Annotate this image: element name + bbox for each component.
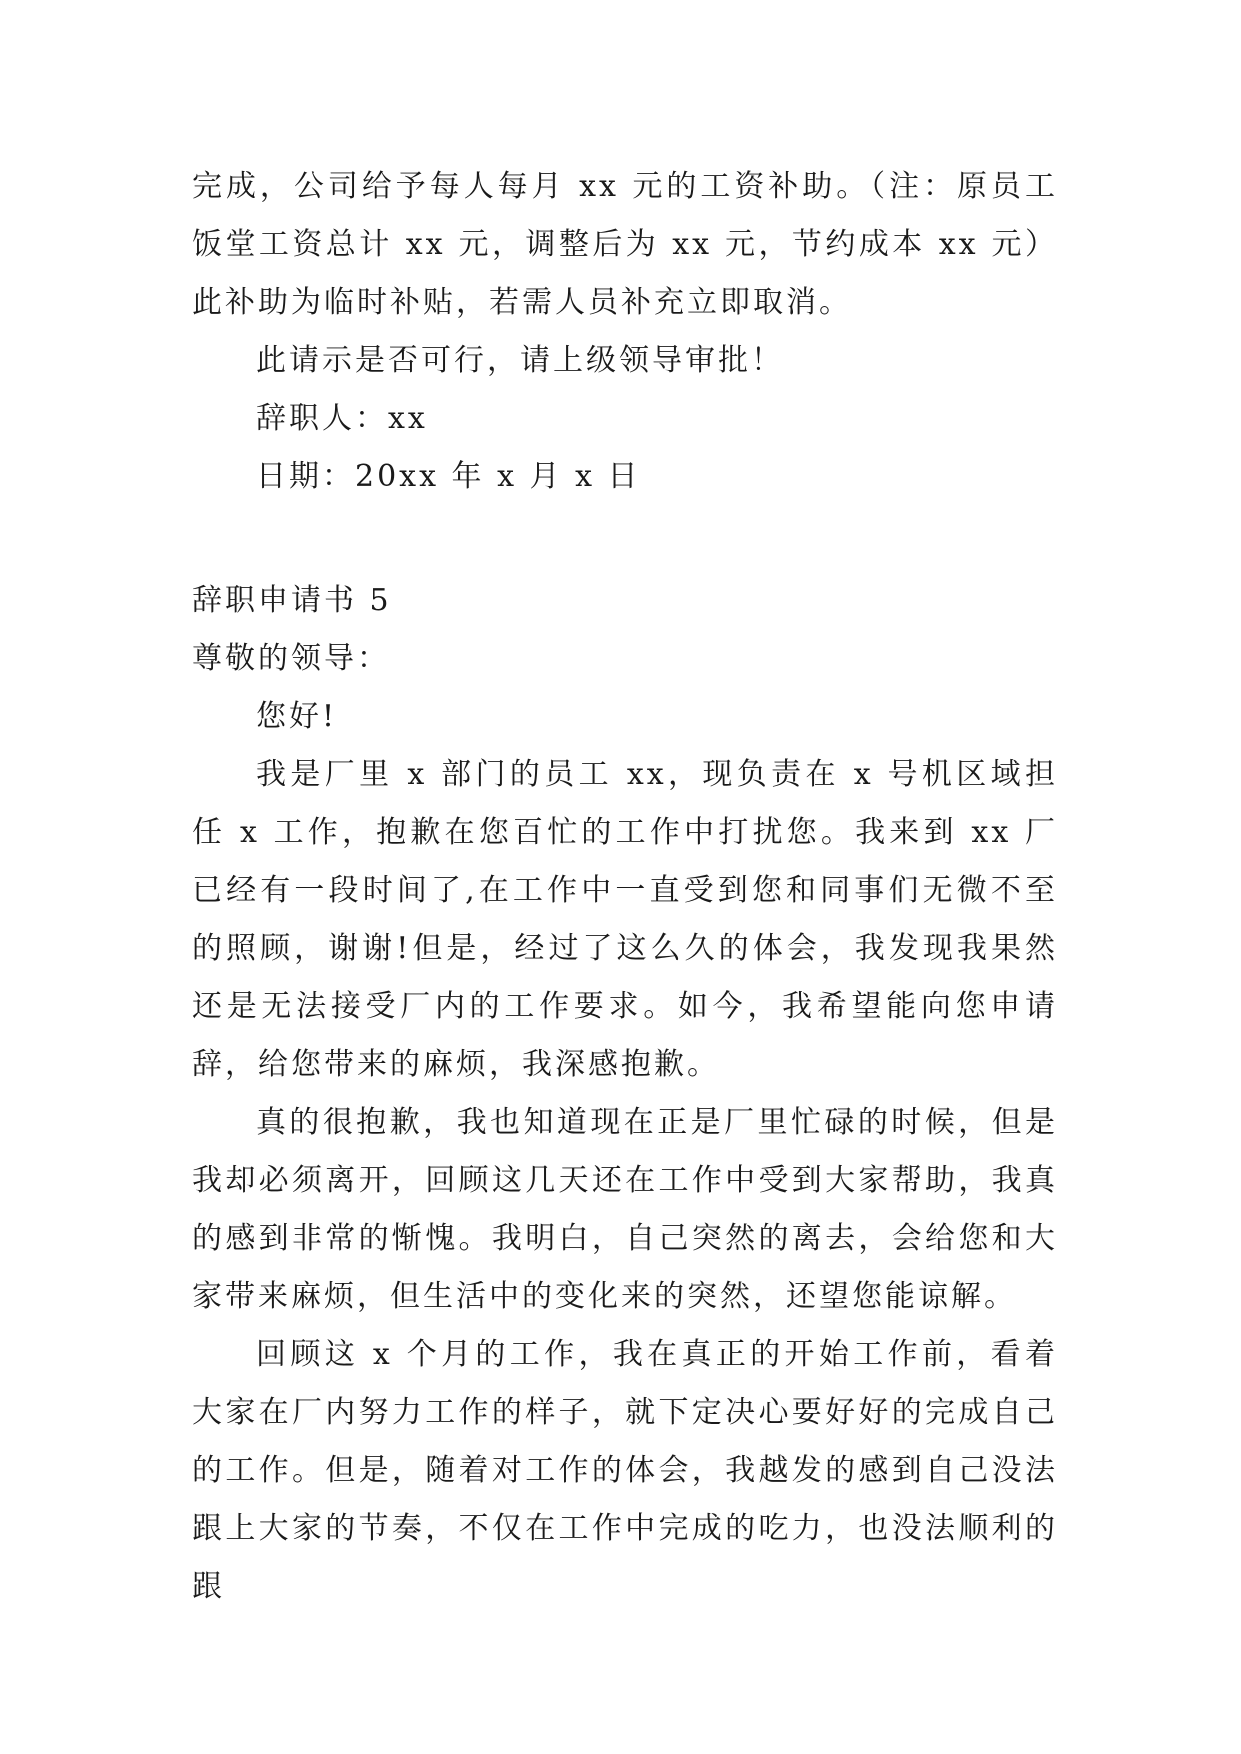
request-line: 此请示是否可行，请上级领导审批！ [256, 343, 784, 378]
body-paragraph-1: 我是厂里 x 部门的员工 xx，现负责在 x 号机区域担任 x 工作，抱歉在您百忙的工作中打扰您。我来到 xx 厂已经有一段时间了,在工作中一直受到您和同事们无微不至的照顾，谢谢!但是，经过了这么久的体会，我发现我果然还是无法接受厂内的工作要求。如今，我希望能向您申请辞，给您带来的麻烦，我深感抱歉。 [192, 757, 1058, 1082]
signer-line: 辞职人：xx [256, 401, 428, 436]
body-paragraph-2: 真的很抱歉，我也知道现在正是厂里忙碌的时候，但是我却必须离开，回顾这几天还在工作中受到大家帮助，我真的感到非常的惭愧。我明白，自己突然的离去，会给您和大家带来麻烦，但生活中的变化来的突然，还望您能谅解。 [192, 1105, 1058, 1314]
body-paragraph-3: 回顾这 x 个月的工作，我在真正的开始工作前，看着大家在厂内努力工作的样子，就下定决心要好好的完成自己的工作。但是，随着对工作的体会，我越发的感到自己没法跟上大家的节奏，不仅在工作中完成的吃力，也没法顺利的跟 [192, 1337, 1058, 1604]
greeting: 您好! [256, 699, 338, 734]
section-title: 辞职申请书 5 [192, 583, 392, 618]
previous-letter-ending [192, 158, 1058, 506]
continuation-paragraph: 完成，公司给予每人每月 xx 元的工资补助。（注：原员工饭堂工资总计 xx 元，调整后为 xx 元，节约成本 xx 元）此补助为临时补贴，若需人员补充立即取消。 [192, 169, 1058, 320]
salutation: 尊敬的领导： [192, 641, 390, 676]
date-line: 日期：20xx 年 x 月 x 日 [256, 459, 641, 494]
resignation-letter-5 [192, 572, 1058, 1616]
